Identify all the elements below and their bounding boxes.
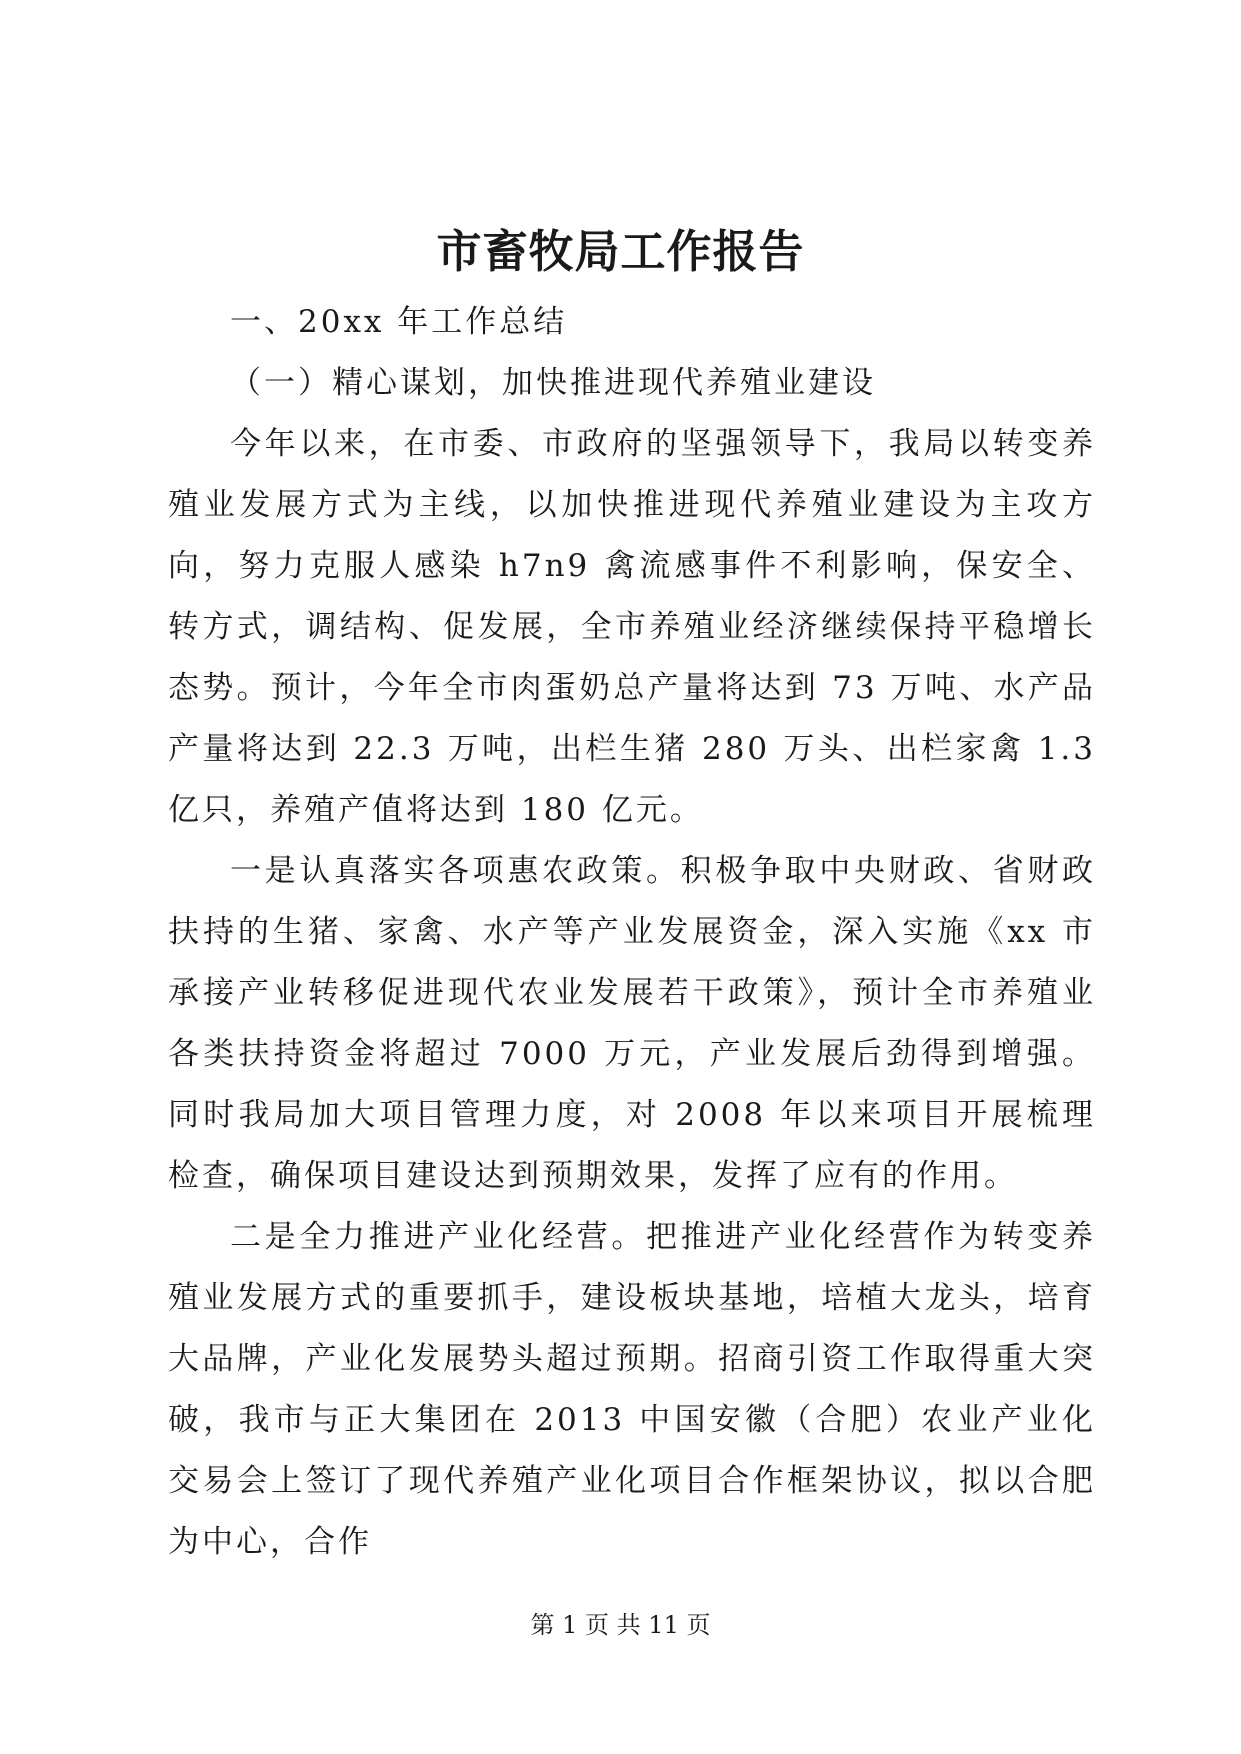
- section-heading: 一、20xx 年工作总结: [230, 304, 568, 340]
- document-body: [168, 292, 1096, 1573]
- page-number-footer: 第 1 页 共 11 页: [530, 1611, 711, 1639]
- subsection-heading: （一）精心谋划，加快推进现代养殖业建设: [230, 365, 876, 401]
- paragraph-policy: 一是认真落实各项惠农政策。积极争取中央财政、省财政扶持的生猪、家禽、水产等产业发展资金，深入实施《xx 市承接产业转移促进现代农业发展若干政策》，预计全市养殖业各类扶持资金将超过 7000 万元，产业发展后劲得到增强。同时我局加大项目管理力度，对 2008 年以来项目开展梳理检查，确保项目建设达到预期效果，发挥了应有的作用。: [168, 853, 1096, 1194]
- paragraph-intro: 今年以来，在市委、市政府的坚强领导下，我局以转变养殖业发展方式为主线，以加快推进现代养殖业建设为主攻方向，努力克服人感染 h7n9 禽流感事件不利影响，保安全、转方式，调结构、促发展，全市养殖业经济继续保持平稳增长态势。预计，今年全市肉蛋奶总产量将达到 73 万吨、水产品产量将达到 22.3 万吨，出栏生猪 280 万头、出栏家禽 1.3 亿只，养殖产值将达到 180 亿元。: [168, 426, 1096, 828]
- document-title: 市畜牧局工作报告: [436, 225, 805, 278]
- paragraph-industrialization: 二是全力推进产业化经营。把推进产业化经营作为转变养殖业发展方式的重要抓手，建设板块基地，培植大龙头，培育大品牌，产业化发展势头超过预期。招商引资工作取得重大突破，我市与正大集团在 2013 中国安徽（合肥）农业产业化交易会上签订了现代养殖产业化项目合作框架协议，拟以合肥为中心，合作: [168, 1219, 1096, 1560]
